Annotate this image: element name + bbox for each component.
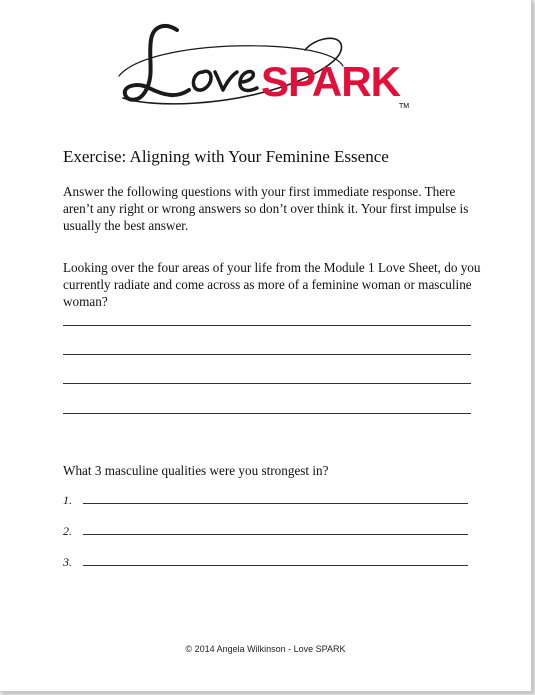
answer-line-4[interactable] bbox=[63, 413, 471, 414]
logo-trademark: TM bbox=[399, 103, 410, 110]
question-1-text: Looking over the four areas of your life from the Module 1 Love Sheet, do you currently radiate and come across as more of a feminine woman or masculine woman? bbox=[63, 260, 481, 309]
answer-line-2[interactable] bbox=[63, 354, 471, 355]
answer-line-3[interactable] bbox=[63, 383, 471, 384]
numbered-answer-1[interactable] bbox=[63, 493, 473, 509]
answer-underline[interactable] bbox=[83, 503, 468, 504]
logo-spark-text: SPARK bbox=[261, 58, 400, 105]
love-spark-logo bbox=[115, 16, 425, 116]
question-2-text: What 3 masculine qualities were you strongest in? bbox=[63, 463, 329, 478]
answer-underline[interactable] bbox=[83, 565, 468, 566]
page-footer: © 2014 Angela Wilkinson - Love SPARK bbox=[185, 644, 346, 654]
page-title: Exercise: Aligning with Your Feminine Essence bbox=[63, 147, 389, 166]
numbered-answer-3[interactable] bbox=[63, 555, 473, 571]
numbered-answer-2[interactable] bbox=[63, 524, 473, 540]
answer-underline[interactable] bbox=[83, 534, 468, 535]
answer-number: 1. bbox=[63, 493, 72, 507]
answer-number: 2. bbox=[63, 524, 72, 538]
answer-number: 3. bbox=[63, 555, 72, 569]
intro-paragraph: Answer the following questions with your first immediate response. There aren’t any right or wrong answers so don’t over think it. Your first impulse is usually the best answer. bbox=[63, 184, 469, 233]
answer-line-1[interactable] bbox=[63, 325, 471, 326]
